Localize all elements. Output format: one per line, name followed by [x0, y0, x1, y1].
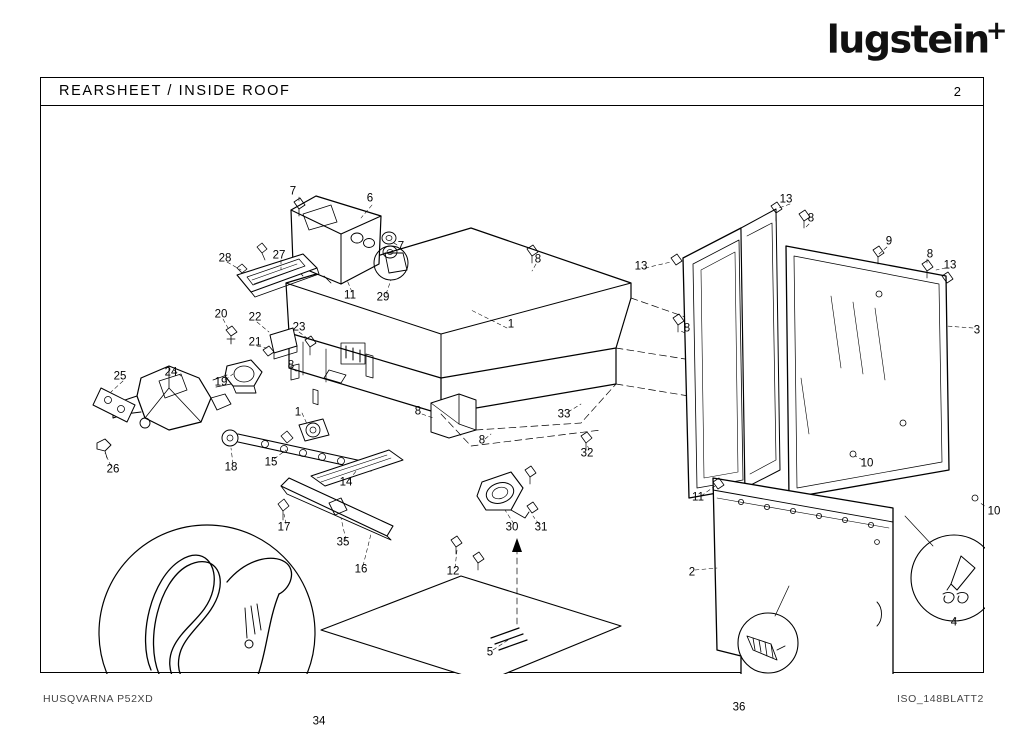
- callout-29: 29: [376, 291, 390, 304]
- callout-15: 15: [264, 456, 278, 469]
- callout-8e: 8: [478, 434, 486, 447]
- floor-mat-5: [321, 538, 621, 674]
- callout-13a: 13: [779, 193, 793, 206]
- callout-8a: 8: [534, 253, 542, 266]
- callout-36: 36: [732, 701, 746, 714]
- detail-circle-4: [905, 516, 985, 621]
- callout-23: 23: [292, 321, 306, 334]
- callout-8c: 8: [287, 359, 295, 372]
- callout-10a: 10: [860, 457, 874, 470]
- handle-grab-30: [477, 472, 538, 518]
- callout-10b: 10: [987, 505, 1001, 518]
- callout-13b: 13: [634, 260, 648, 273]
- callout-24: 24: [164, 366, 178, 379]
- callout-3: 3: [973, 324, 981, 337]
- callout-34: 34: [312, 715, 326, 728]
- tube-16: [278, 478, 393, 540]
- callout-32: 32: [580, 447, 594, 460]
- sheet-number: 2: [953, 84, 961, 99]
- logo-text: lugstein: [826, 17, 989, 62]
- callout-4: 4: [950, 616, 958, 629]
- callout-8f: 8: [807, 212, 815, 225]
- callout-14: 14: [339, 476, 353, 489]
- callout-11a: 11: [344, 289, 356, 302]
- callout-19: 19: [214, 376, 228, 389]
- callout-17: 17: [277, 521, 291, 534]
- callout-8b: 8: [683, 322, 691, 335]
- rear-sheet-assembly: [671, 202, 981, 674]
- lugstein-logo: [826, 16, 1006, 62]
- callout-8d: 8: [414, 405, 422, 418]
- footer-drawing-id: ISO_148BLATT2: [897, 693, 984, 705]
- callout-1a: 1: [507, 318, 515, 331]
- callout-18: 18: [224, 461, 238, 474]
- callout-9: 9: [885, 235, 893, 248]
- callout-12: 12: [446, 565, 460, 578]
- callout-11b: 11: [692, 491, 704, 504]
- callout-16: 16: [354, 563, 368, 576]
- page-title: REARSHEET / INSIDE ROOF: [59, 83, 291, 99]
- callout-35: 35: [336, 536, 350, 549]
- callout-26: 26: [106, 463, 120, 476]
- exploded-parts-diagram: [41, 78, 985, 674]
- footer-model: HUSQVARNA P52XD: [43, 693, 154, 705]
- callout-13c: 13: [943, 259, 957, 272]
- callout-28: 28: [218, 252, 232, 265]
- callout-33: 33: [557, 408, 571, 421]
- callout-6: 6: [366, 192, 374, 205]
- callout-25: 25: [113, 370, 127, 383]
- callout-5: 5: [486, 646, 494, 659]
- callout-8g: 8: [926, 248, 934, 261]
- callout-2: 2: [688, 566, 696, 579]
- callout-27: 27: [272, 249, 286, 262]
- callout-20: 20: [214, 308, 228, 321]
- callout-31: 31: [534, 521, 548, 534]
- callout-30: 30: [505, 521, 519, 534]
- callout-7a: 7: [289, 185, 297, 198]
- callout-7b: 7: [397, 240, 405, 253]
- callout-22: 22: [248, 311, 262, 324]
- logo-plus: +: [985, 16, 1006, 46]
- callout-1b: 1: [294, 406, 302, 419]
- wire-harness-detail-34: [99, 525, 315, 674]
- callout-21: 21: [248, 336, 262, 349]
